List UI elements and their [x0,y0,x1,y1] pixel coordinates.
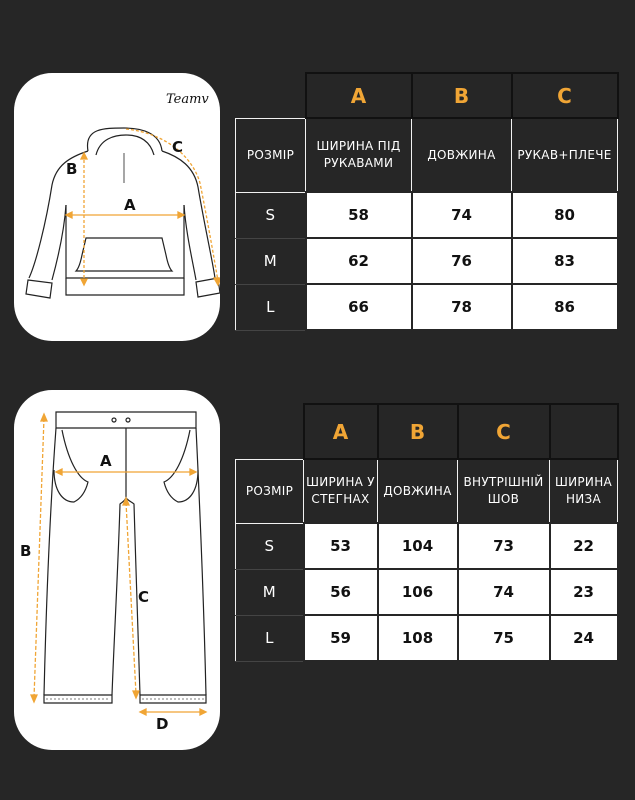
dim-label-b: B [66,160,78,178]
pants-sketch [14,390,220,750]
value-cell: 104 [378,523,458,569]
header-underarm-width: ШИРИНА ПІД РУКАВАМИ [306,118,412,192]
value-cell: 74 [458,569,550,615]
column-letter-d [550,404,618,459]
pants-header-row [236,459,618,523]
dim-label-c: C [172,138,184,156]
value-cell: 76 [412,238,512,284]
header-length: ДОВЖИНА [378,459,458,523]
column-letter-b: B [378,404,458,459]
size-label: M [236,569,304,615]
size-label: S [236,523,304,569]
pants-size-table [235,403,619,662]
header-hem-width: ШИРИНА НИЗА [550,459,618,523]
table-row [236,615,618,661]
pants-diagram-card [14,390,220,750]
table-row [236,523,618,569]
value-cell: 73 [458,523,550,569]
hoodie-header-row [236,118,618,192]
dim-label-a: A [124,196,136,214]
brand-logo: Teamv [166,92,209,107]
column-letter-b: B [412,73,512,118]
size-label: L [236,615,304,661]
hoodie-diagram-card [14,73,220,341]
table-row [236,284,618,330]
value-cell: 56 [304,569,378,615]
column-letter-c: C [458,404,550,459]
value-cell: 74 [412,192,512,238]
table-row [236,238,618,284]
dim-label-c: C [138,588,150,606]
value-cell: 53 [304,523,378,569]
header-hip-width: ШИРИНА У СТЕГНАХ [304,459,378,523]
header-size: РОЗМІР [236,118,306,192]
value-cell: 62 [306,238,412,284]
column-letter-c: C [512,73,618,118]
size-label: M [236,238,306,284]
hoodie-column-letters [236,73,618,118]
value-cell: 59 [304,615,378,661]
hoodie-size-table [235,72,619,331]
value-cell: 86 [512,284,618,330]
value-cell: 83 [512,238,618,284]
value-cell: 22 [550,523,618,569]
value-cell: 58 [306,192,412,238]
value-cell: 106 [378,569,458,615]
pants-column-letters [236,404,618,459]
dim-label-b: B [20,542,32,560]
table-row [236,192,618,238]
column-letter-a: A [304,404,378,459]
header-sleeve-shoulder: РУКАВ+ПЛЕЧЕ [512,118,618,192]
dim-label-a: A [100,452,112,470]
header-inseam: ВНУТРІШНІЙ ШОВ [458,459,550,523]
header-length: ДОВЖИНА [412,118,512,192]
value-cell: 108 [378,615,458,661]
hoodie-sketch [14,73,220,341]
value-cell: 80 [512,192,618,238]
dim-label-d: D [156,715,169,733]
size-label: L [236,284,306,330]
value-cell: 78 [412,284,512,330]
table-row [236,569,618,615]
header-size: РОЗМІР [236,459,304,523]
size-label: S [236,192,306,238]
value-cell: 24 [550,615,618,661]
column-letter-a: A [306,73,412,118]
value-cell: 75 [458,615,550,661]
value-cell: 66 [306,284,412,330]
value-cell: 23 [550,569,618,615]
